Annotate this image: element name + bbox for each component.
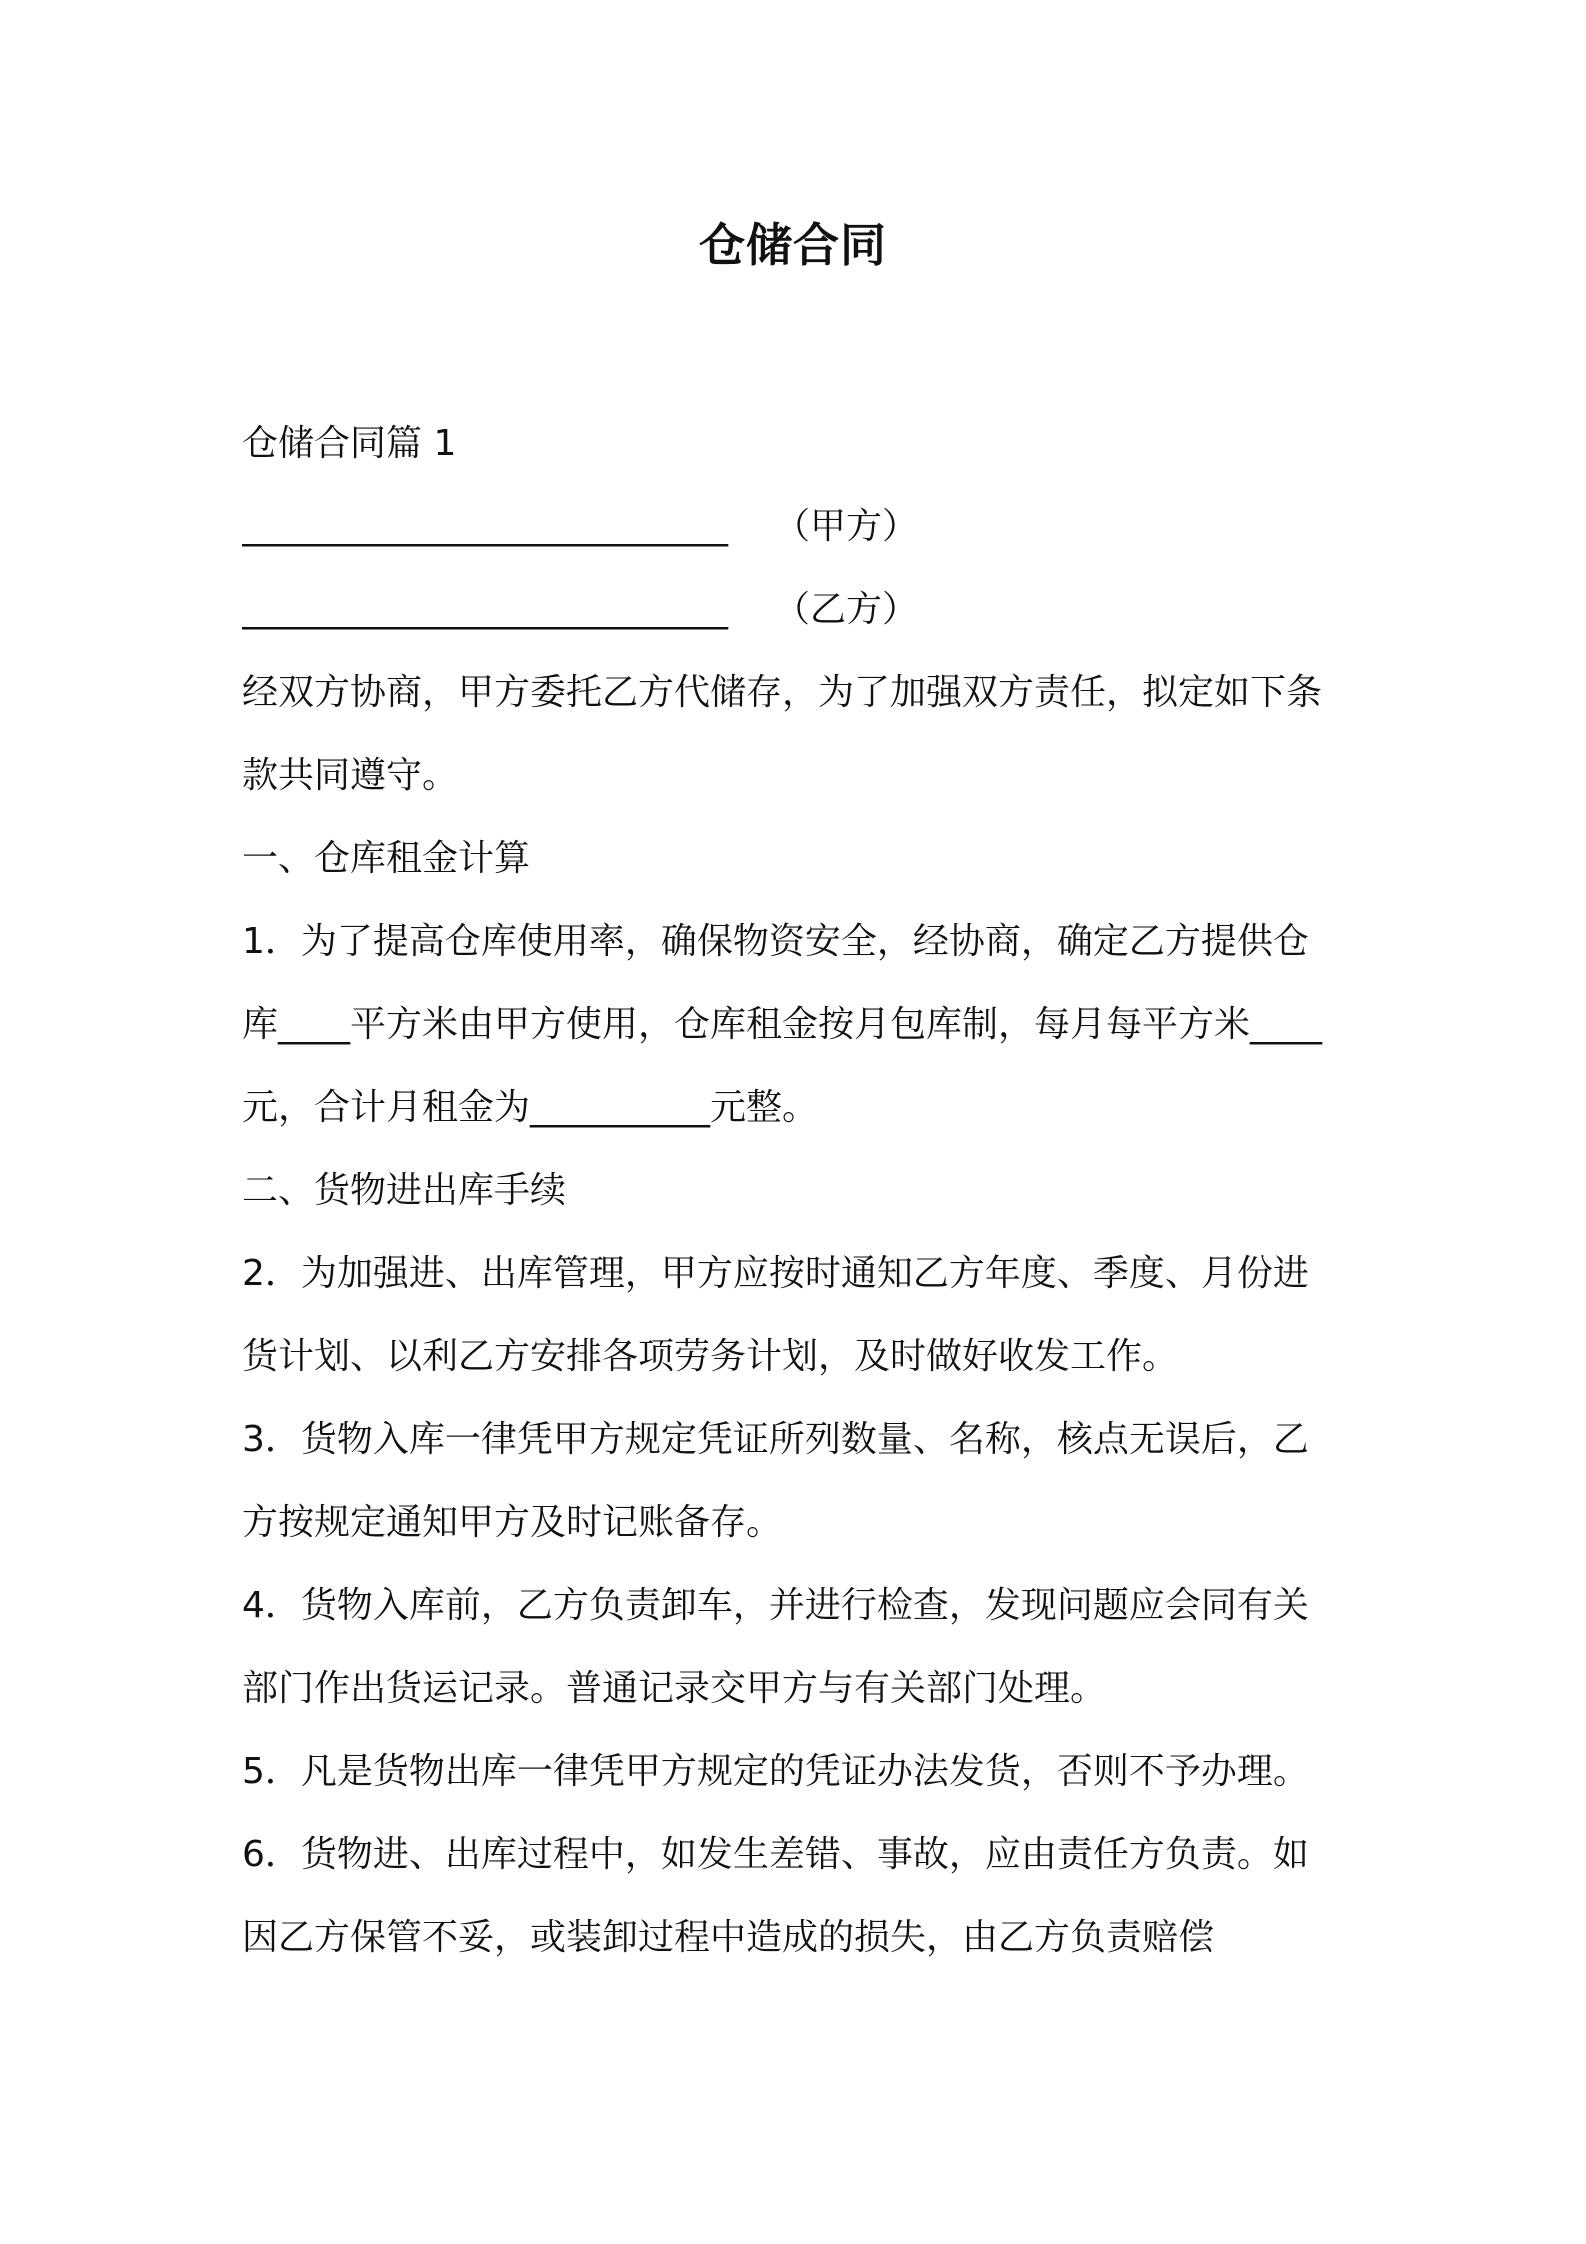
section-heading: 一、仓库租金计算 <box>242 838 531 879</box>
body-line: 款共同遵守。 <box>242 755 459 796</box>
party-b-blank: ___________________________ <box>242 589 728 630</box>
party-b-line <box>242 568 1358 651</box>
body-line: 5．凡是货物出库一律凭甲方规定的凭证办法发货，否则不予办理。 <box>242 1751 1309 1792</box>
document-title: 仓储合同 <box>699 218 887 272</box>
document-body <box>242 402 1358 1979</box>
party-a-line <box>242 485 1358 568</box>
contract-subtitle: 仓储合同篇 1 <box>242 423 457 464</box>
body-line: 1．为了提高仓库使用率，确保物资安全，经协商，确定乙方提供仓 <box>242 921 1309 962</box>
body-line: 2．为加强进、出库管理，甲方应按时通知乙方年度、季度、月份进 <box>242 1253 1309 1294</box>
body-line: 方按规定通知甲方及时记账备存。 <box>242 1502 783 1543</box>
body-line: 6．货物进、出库过程中，如发生差错、事故，应由责任方负责。如 <box>242 1834 1309 1875</box>
party-a-role: （甲方） <box>774 506 919 547</box>
body-line: 因乙方保管不妥，或装卸过程中造成的损失，由乙方负责赔偿 <box>242 1917 1215 1958</box>
party-b-role: （乙方） <box>774 589 919 630</box>
body-line: 货计划、以利乙方安排各项劳务计划，及时做好收发工作。 <box>242 1336 1179 1377</box>
party-a-blank: ___________________________ <box>242 506 728 547</box>
body-line: 库____平方米由甲方使用，仓库租金按月包库制，每月每平方米____ <box>242 1004 1323 1045</box>
section-heading: 二、货物进出库手续 <box>242 1170 567 1211</box>
body-line: 元，合计月租金为__________元整。 <box>242 1087 819 1128</box>
body-line: 3．货物入库一律凭甲方规定凭证所列数量、名称，核点无误后，乙 <box>242 1419 1309 1460</box>
body-line: 部门作出货运记录。普通记录交甲方与有关部门处理。 <box>242 1668 1107 1709</box>
body-line: 经双方协商，甲方委托乙方代储存，为了加强双方责任，拟定如下条 <box>242 672 1323 713</box>
body-line: 4．货物入库前，乙方负责卸车，并进行检查，发现问题应会同有关 <box>242 1585 1309 1626</box>
